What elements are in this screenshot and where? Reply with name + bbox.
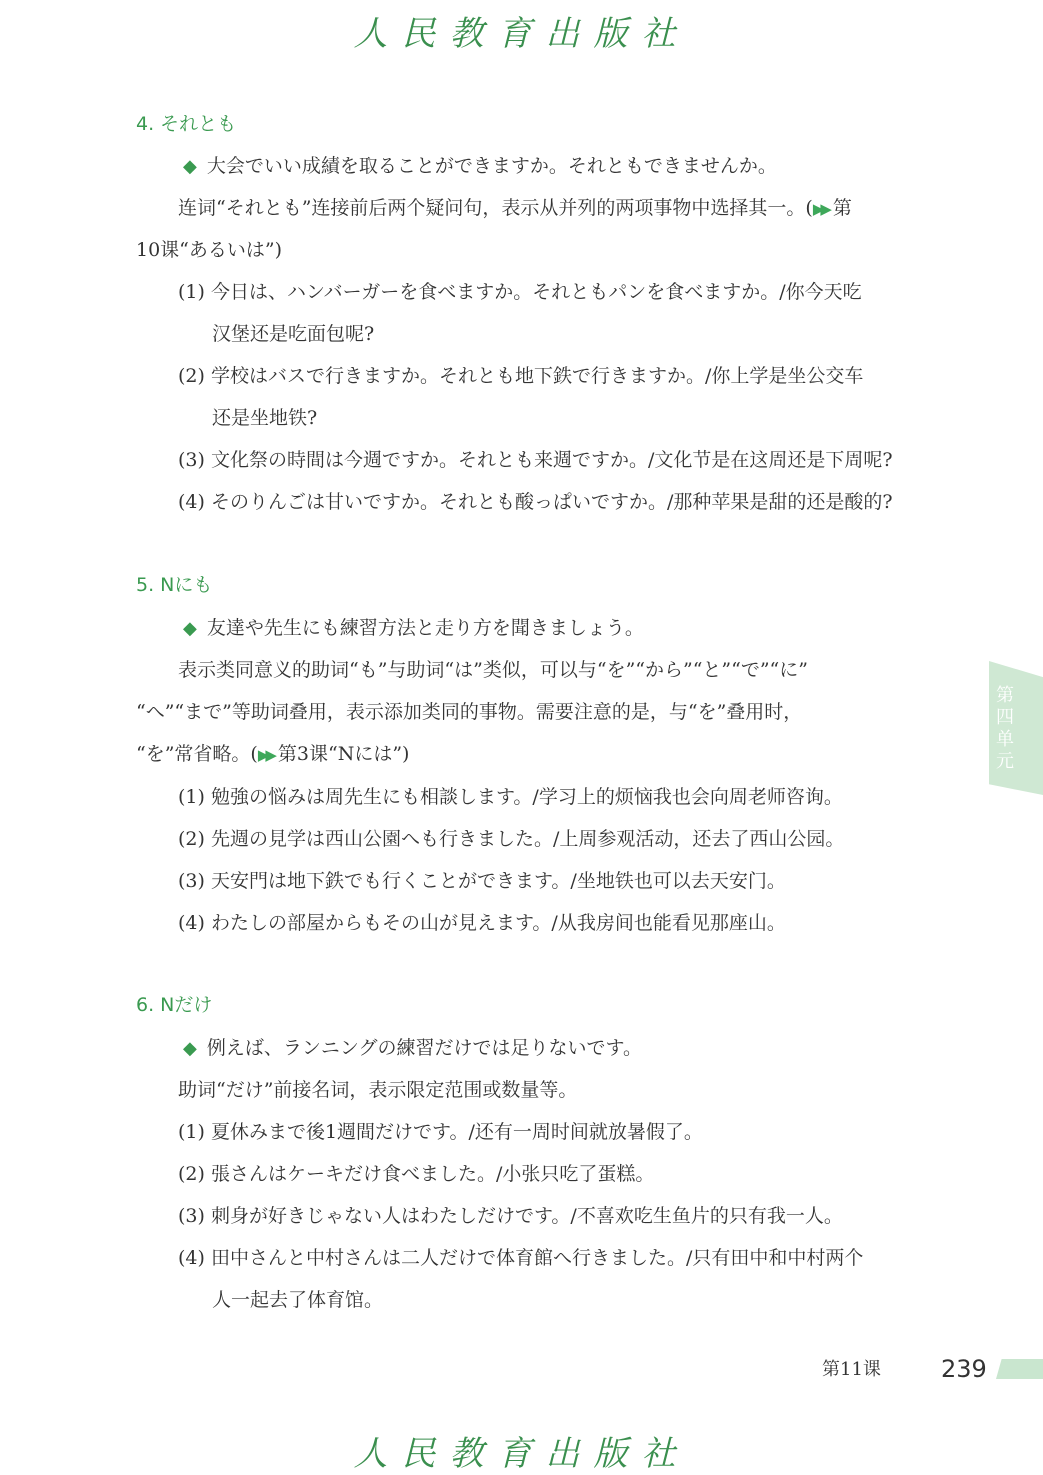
example-item: (2) 学校はバスで行きますか。それとも地下鉄で行きますか。/你上学是坐公交车	[178, 365, 864, 387]
diamond-bullet-icon: ◆	[183, 156, 197, 177]
explanation-text: 助词“だけ”前接名词，表示限定范围或数量等。	[178, 1079, 578, 1101]
example-item: (3) 天安門は地下鉄でも行くことができます。/坐地铁也可以去天安门。	[178, 870, 786, 892]
explanation-text: 表示类同意义的助词“も”与助词“は”类似，可以与“を”“から”“と”“で”“に”	[178, 659, 808, 681]
example-item: (2) 先週の見学は西山公園へも行きました。/上周参观活动，还去了西山公园。	[178, 828, 845, 850]
example-item-continued: 汉堡还是吃面包呢?	[212, 323, 375, 345]
publisher-logo: 人民教育出版社	[353, 14, 690, 54]
example-item: (1) 夏休みまで後1週間だけです。/还有一周时间就放暑假了。	[178, 1121, 703, 1143]
explanation-text: “を”常省略。(▶▶ 第3课“Nには”)	[136, 743, 410, 765]
publisher-logo: 人民教育出版社	[353, 1434, 690, 1474]
example-item: (1) 勉強の悩みは周先生にも相談します。/学习上的烦恼我也会向周老师咨询。	[178, 786, 843, 808]
example-item: (4) わたしの部屋からもその山が見えます。/从我房间也能看见那座山。	[178, 912, 786, 934]
example-sentence: ◆ 大会でいい成績を取ることができますか。それともできませんか。	[183, 155, 777, 177]
section-heading: 6. Nだけ	[136, 994, 213, 1016]
example-item-continued: 人一起去了体育馆。	[212, 1289, 384, 1311]
example-item-continued: 还是坐地铁?	[212, 407, 318, 429]
footer-accent-bar	[996, 1359, 1043, 1379]
diamond-bullet-icon: ◆	[183, 1038, 197, 1059]
explanation-text: 连词“それとも”连接前后两个疑问句，表示从并列的两项事物中选择其一。(▶▶ 第	[178, 197, 852, 219]
example-sentence: ◆ 例えば、ランニングの練習だけでは足りないです。	[183, 1037, 642, 1059]
explanation-text: “へ”“まで”等助词叠用，表示添加类同的事物。需要注意的是，与“を”叠用时，	[136, 701, 803, 723]
unit-side-tab-label: 第四单元	[996, 685, 1014, 772]
page-number: 239	[941, 1355, 987, 1383]
footer-lesson: 第11课	[822, 1359, 881, 1380]
example-item: (4) 田中さんと中村さんは二人だけで体育館へ行きました。/只有田中和中村两个	[178, 1247, 864, 1269]
example-item: (2) 張さんはケーキだけ食べました。/小张只吃了蛋糕。	[178, 1163, 655, 1185]
example-item: (3) 文化祭の時間は今週ですか。それとも来週ですか。/文化节是在这周还是下周呢?	[178, 449, 893, 471]
cross-reference-arrow-icon: ▶▶	[257, 746, 273, 764]
example-sentence: ◆ 友達や先生にも練習方法と走り方を聞きましょう。	[183, 617, 644, 639]
cross-reference-arrow-icon: ▶▶	[812, 200, 828, 218]
diamond-bullet-icon: ◆	[183, 618, 197, 639]
example-item: (1) 今日は、ハンバーガーを食べますか。それともパンを食べますか。/你今天吃	[178, 281, 862, 303]
section-heading: 5. Nにも	[136, 574, 213, 596]
explanation-text: 10课“あるいは”)	[136, 239, 283, 261]
example-item: (3) 刺身が好きじゃない人はわたしだけです。/不喜欢吃生鱼片的只有我一人。	[178, 1205, 843, 1227]
section-heading: 4. それとも	[136, 113, 237, 135]
example-item: (4) そのりんごは甘いですか。それとも酸っぱいですか。/那种苹果是甜的还是酸的?	[178, 491, 893, 513]
